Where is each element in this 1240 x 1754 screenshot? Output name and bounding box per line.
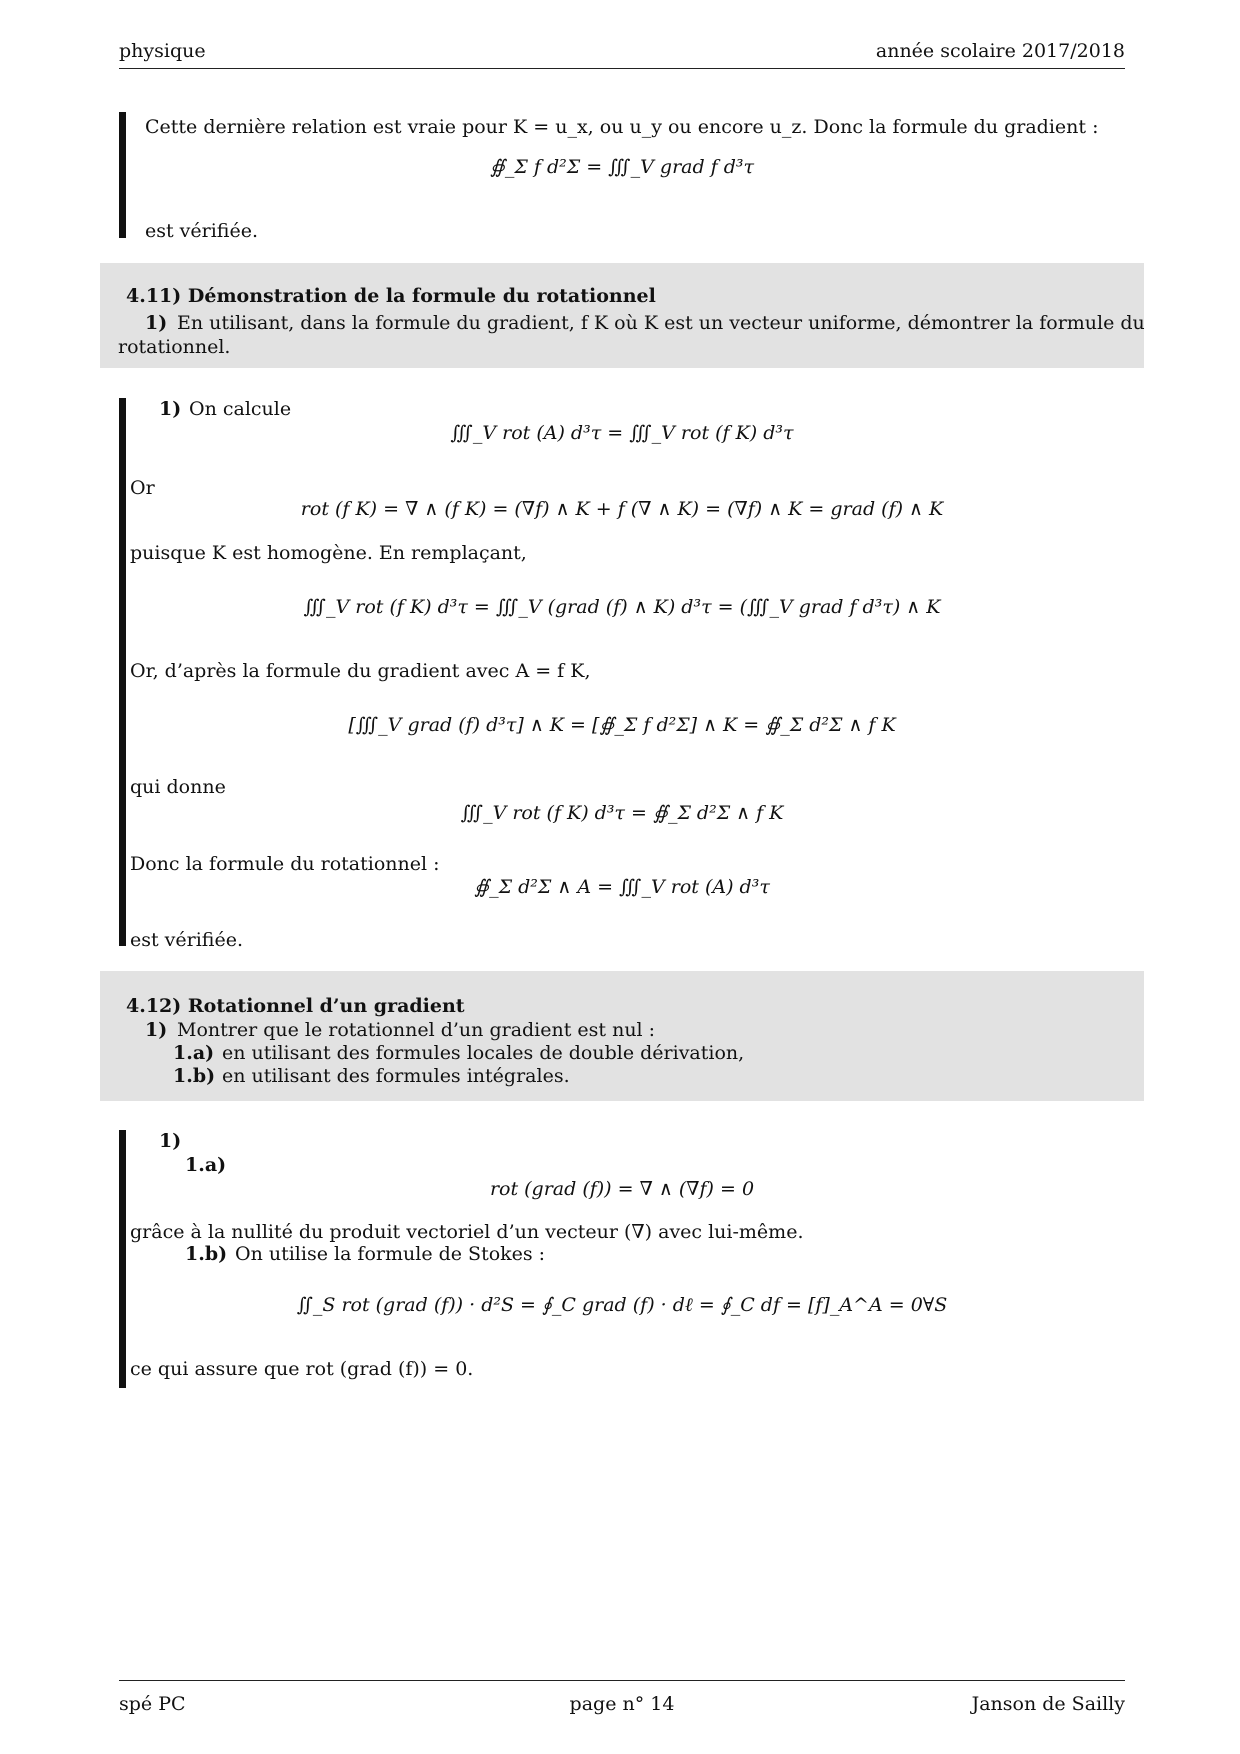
- equation-rot-grad: rot (grad (f)) = ∇ ∧ (∇f) = 0: [489, 1178, 755, 1200]
- question-411-text-2: rotationnel.: [118, 336, 231, 358]
- solution-412a-number: 1.a): [185, 1154, 227, 1176]
- or-label-1: Or: [130, 477, 155, 499]
- equation-1: ∭_V rot (A) d³τ = ∭_V rot (f K) d³τ: [450, 422, 794, 444]
- question-412a-number: 1.a): [173, 1042, 215, 1064]
- header-subject: physique: [119, 40, 206, 62]
- footer-class: spé PC: [119, 1693, 186, 1715]
- gradient-formula: ∯_Σ f d²Σ = ∭_V grad f d³τ: [489, 156, 755, 178]
- final-conclusion: ce qui assure que rot (grad (f)) = 0.: [130, 1358, 474, 1380]
- page-header: [119, 38, 1125, 69]
- homogeneous-text: puisque K est homogène. En remplaçant,: [130, 542, 527, 564]
- gradient-intro: Cette dernière relation est vraie pour K = u_x, ou u_y ou encore u_z. Donc la formule du gradient :: [145, 116, 1099, 138]
- equation-4: [∭_V grad (f) d³τ] ∧ K = [∯_Σ f d²Σ] ∧ K = ∯_Σ d²Σ ∧ f K: [348, 714, 896, 736]
- question-411-title: 4.11) Démonstration de la formule du rotationnel: [126, 285, 656, 307]
- question-412b-number: 1.b): [173, 1065, 216, 1087]
- equation-5: ∭_V rot (f K) d³τ = ∯_Σ d²Σ ∧ f K: [460, 802, 784, 824]
- gradient-verified: est vérifiée.: [145, 220, 259, 242]
- equation-6: ∯_Σ d²Σ ∧ A = ∭_V rot (A) d³τ: [474, 876, 770, 898]
- equation-stokes: ∬_S rot (grad (f)) · d²S = ∮_C grad (f) · dℓ = ∮_C df = [f]_A^A = 0∀S: [296, 1294, 948, 1316]
- footer-page-number: page n° 14: [569, 1693, 675, 1715]
- solution-412b-number: 1.b): [185, 1243, 228, 1265]
- equation-3: ∭_V rot (f K) d³τ = ∭_V (grad (f) ∧ K) d³τ = (∭_V grad f d³τ) ∧ K: [303, 596, 941, 618]
- thanks-text: grâce à la nullité du produit vectoriel d’un vecteur (∇) avec lui-même.: [130, 1221, 804, 1243]
- solution-bar: [119, 398, 126, 946]
- solution-411-number: 1): [159, 398, 182, 420]
- question-412: [100, 971, 1144, 1101]
- solution-411-calc: On calcule: [189, 398, 292, 420]
- solution-412-number: 1): [159, 1130, 182, 1152]
- question-412-title: 4.12) Rotationnel d’un gradient: [126, 995, 465, 1017]
- question-412a-text: en utilisant des formules locales de double dérivation,: [222, 1042, 745, 1064]
- solution-block-gradient: [119, 112, 1125, 242]
- rotational-verified: est vérifiée.: [130, 929, 244, 951]
- page-footer: [119, 1680, 1125, 1715]
- question-411-text: En utilisant, dans la formule du gradient, f K où K est un vecteur uniforme, démontrer la formule du: [177, 312, 1145, 334]
- question-412-number: 1): [145, 1019, 168, 1041]
- question-411-number: 1): [145, 312, 168, 334]
- solution-block-411: [119, 398, 1125, 951]
- question-412-text: Montrer que le rotationnel d’un gradient est nul :: [177, 1019, 656, 1041]
- footer-school: Janson de Sailly: [971, 1693, 1125, 1715]
- gives-text: qui donne: [130, 776, 226, 798]
- solution-bar: [119, 1130, 126, 1388]
- solution-412b-text: On utilise la formule de Stokes :: [235, 1243, 546, 1265]
- therefore-text: Donc la formule du rotationnel :: [130, 853, 440, 875]
- question-411: [100, 263, 1144, 368]
- header-year: année scolaire 2017/2018: [875, 40, 1125, 62]
- question-412b-text: en utilisant des formules intégrales.: [222, 1065, 570, 1087]
- equation-2: rot (f K) = ∇ ∧ (f K) = (∇f) ∧ K + f (∇ ∧ K) = (∇f) ∧ K = grad (f) ∧ K: [300, 498, 944, 520]
- solution-block-412: [119, 1130, 1125, 1388]
- or-label-2: Or, d’après la formule du gradient avec A = f K,: [130, 660, 591, 682]
